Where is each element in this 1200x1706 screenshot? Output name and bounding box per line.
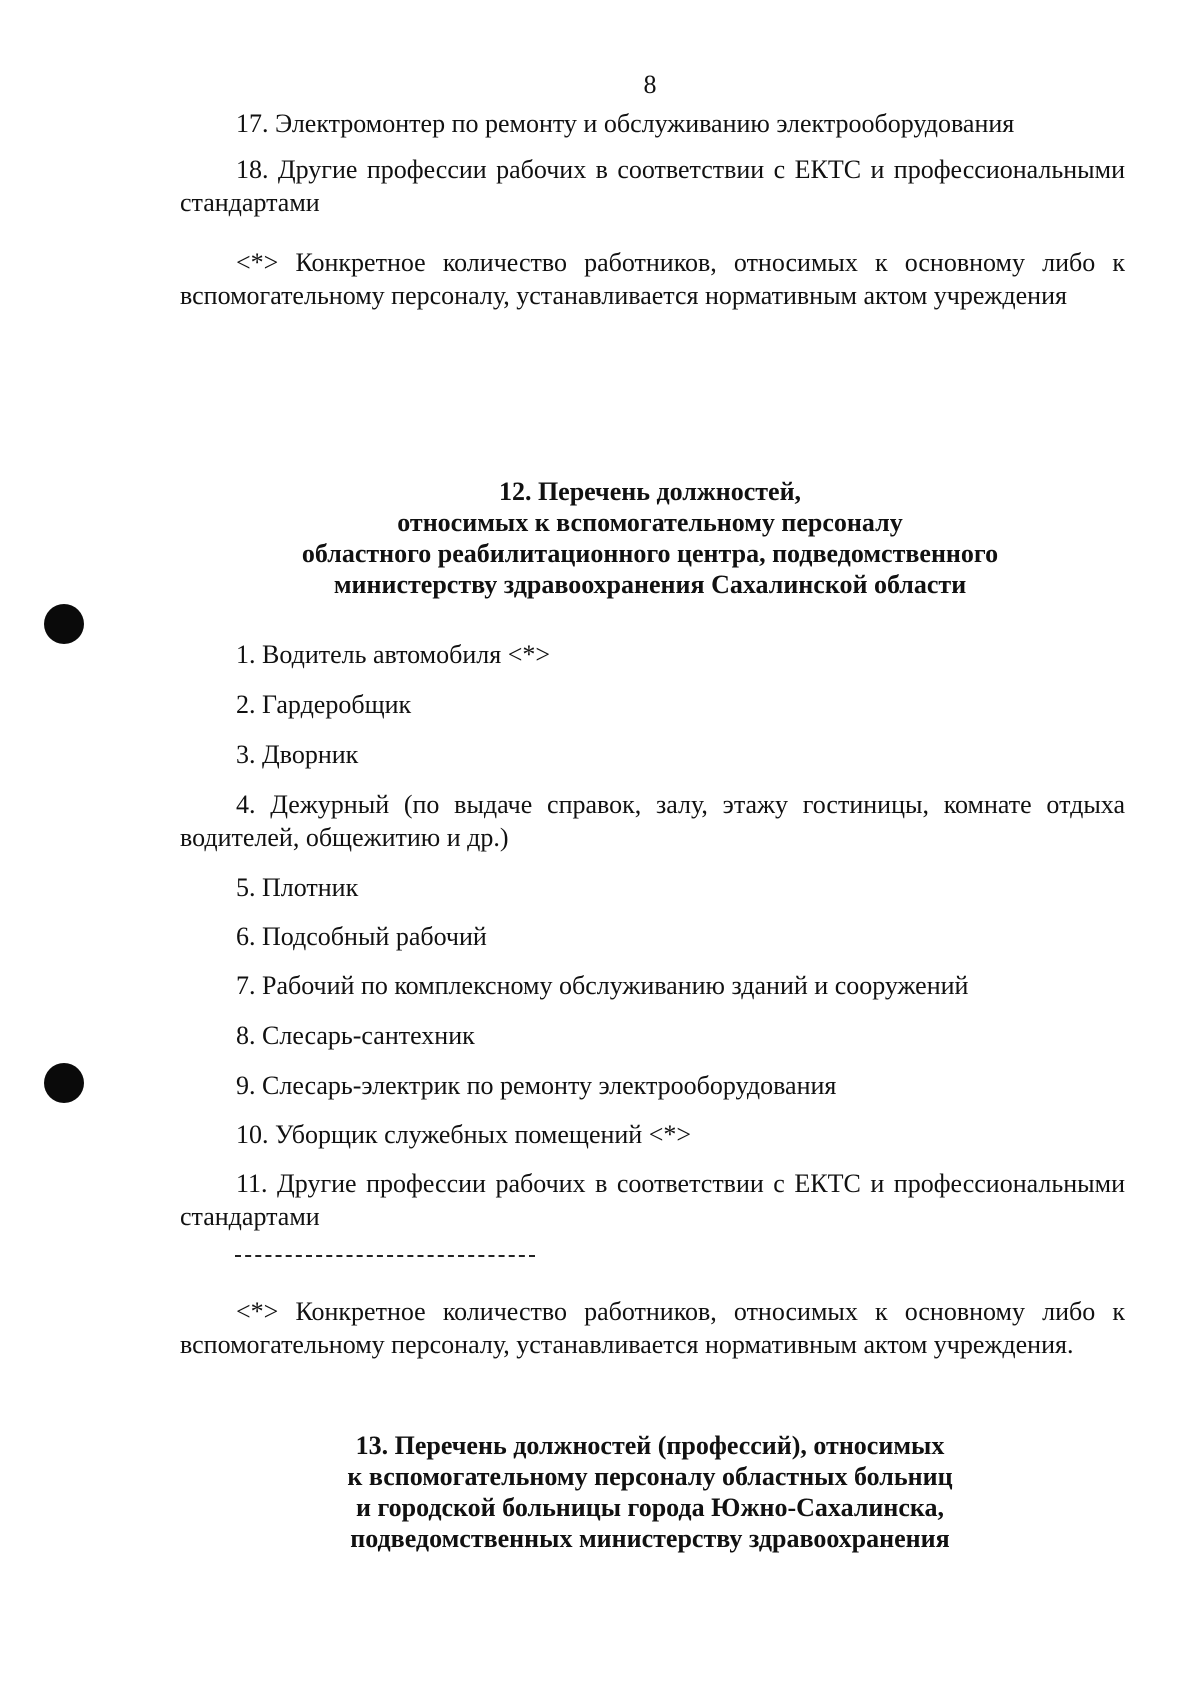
list-item: 18. Другие профессии рабочих в соответствии с ЕКТС и профессиональными стандартами xyxy=(180,155,1125,217)
footnote-text: <*> Конкретное количество работников, относимых к основному либо к вспомогательному персоналу, устанавливается нормативным актом учреждения. xyxy=(180,1297,1125,1359)
punch-hole xyxy=(44,604,84,644)
footnote-separator xyxy=(235,1255,535,1257)
list-item: 2. Гардеробщик xyxy=(236,690,412,719)
punch-hole xyxy=(44,1063,84,1103)
list-item: 11. Другие профессии рабочих в соответствии с ЕКТС и профессиональными стандартами xyxy=(180,1169,1125,1231)
list-item: 10. Уборщик служебных помещений <*> xyxy=(236,1120,692,1149)
list-item: 9. Слесарь-электрик по ремонту электрооборудования xyxy=(236,1071,837,1100)
section-13-title-line: к вспомогательному персоналу областных больниц xyxy=(347,1462,953,1491)
list-item: 17. Электромонтер по ремонту и обслуживанию электрооборудования xyxy=(236,109,1015,138)
section-13-title-line: подведомственных министерству здравоохранения xyxy=(350,1524,950,1553)
page-number: 8 xyxy=(643,70,657,99)
list-item: 5. Плотник xyxy=(236,873,359,902)
section-13-title-line: и городской больницы города Южно-Сахалинска, xyxy=(356,1493,944,1522)
footnote-text: <*> Конкретное количество работников, относимых к основному либо к вспомогательному персоналу, устанавливается нормативным актом учреждения xyxy=(180,248,1125,310)
list-item: 1. Водитель автомобиля <*> xyxy=(236,640,551,669)
section-12-title-line: относимых к вспомогательному персоналу xyxy=(397,508,903,537)
list-item: 8. Слесарь-сантехник xyxy=(236,1021,475,1050)
list-item: 6. Подсобный рабочий xyxy=(236,922,487,951)
list-item: 7. Рабочий по комплексному обслуживанию зданий и сооружений xyxy=(236,971,969,1000)
section-13-title-line: 13. Перечень должностей (профессий), относимых xyxy=(355,1431,945,1460)
section-12-title-line: областного реабилитационного центра, подведомственного xyxy=(301,539,999,568)
section-12-title-line: министерству здравоохранения Сахалинской области xyxy=(333,570,967,599)
list-item: 4. Дежурный (по выдаче справок, залу, этажу гостиницы, комнате отдыха водителей, общежитию и др.) xyxy=(180,790,1125,852)
section-13-title xyxy=(200,1430,1100,1554)
section-12-title xyxy=(200,476,1100,600)
section-12-title-line: 12. Перечень должностей, xyxy=(498,477,802,506)
list-item: 3. Дворник xyxy=(236,740,359,769)
